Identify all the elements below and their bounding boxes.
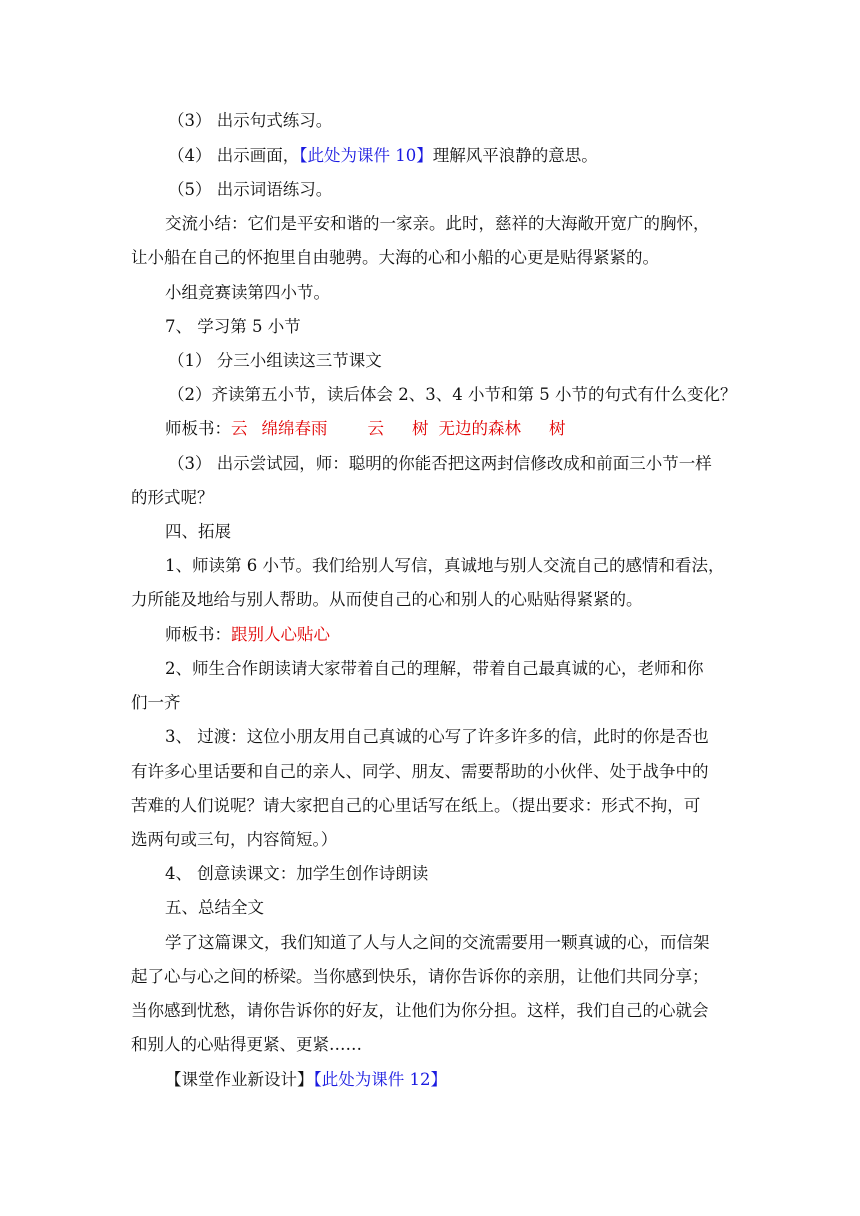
board-term: 无边的森林 <box>438 419 521 438</box>
courseware-link[interactable]: 【此处为课件 10】 <box>299 146 433 165</box>
paragraph-line: 让小船在自己的怀抱里自由驰骋。大海的心和小船的心更是贴得紧紧的。 <box>131 248 659 267</box>
courseware-link[interactable]: 【此处为课件 12】 <box>313 1070 447 1089</box>
paragraph-line: 和别人的心贴得更紧、更紧…… <box>131 1035 362 1054</box>
board-writing-line <box>165 418 566 440</box>
board-writing-line <box>165 624 330 646</box>
paragraph-line: 的形式呢？ <box>131 488 214 507</box>
paragraph-line: 3、 过渡：这位小朋友用自己真诚的心写了许多许多的信，此时的你是否也 <box>165 727 709 746</box>
paragraph-line: 4、 创意读课文：加学生创作诗朗读 <box>165 864 429 883</box>
line-text: 理解风平浪静的意思。 <box>432 146 598 165</box>
paragraph-line <box>168 145 598 167</box>
paragraph-line: 起了心与心之间的桥梁。当你感到快乐，请你告诉你的亲朋，让他们共同分享； <box>131 967 709 986</box>
paragraph-line: （3） 出示尝试园，师：聪明的你能否把这两封信修改成和前面三小节一样 <box>168 454 712 473</box>
line-text: 师板书： <box>165 419 231 438</box>
line-text: （4） 出示画面， <box>168 146 300 165</box>
line-text: 师板书： <box>165 625 231 644</box>
paragraph-line: 苦难的人们说呢？请大家把自己的心里话写在纸上。（提出要求：形式不拘，可 <box>131 796 701 815</box>
paragraph-line: 1、师读第 6 小节。我们给别人写信，真诚地与别人交流自己的感情和看法， <box>165 556 725 575</box>
board-term: 树 <box>412 419 429 438</box>
paragraph-line: 当你感到忧愁，请你告诉你的好友，让他们为你分担。这样，我们自己的心就会 <box>131 1001 709 1020</box>
board-term: 云 <box>231 419 248 438</box>
paragraph-line: 们一齐 <box>131 693 181 712</box>
paragraph-line: 学了这篇课文，我们知道了人与人之间的交流需要用一颗真诚的心，而信架 <box>165 933 710 952</box>
section-heading: 五、总结全文 <box>165 898 264 917</box>
board-term: 树 <box>549 419 566 438</box>
board-term: 云 <box>367 419 384 438</box>
homework-line <box>165 1069 447 1091</box>
paragraph-line: 2、师生合作朗读请大家带着自己的理解，带着自己最真诚的心，老师和你 <box>165 659 704 678</box>
line-text: 【课堂作业新设计】 <box>165 1070 314 1089</box>
paragraph-line: 有许多心里话要和自己的亲人、同学、朋友、需要帮助的小伙伴、处于战争中的 <box>131 762 709 781</box>
paragraph-line: （5） 出示词语练习。 <box>168 180 333 199</box>
paragraph-line: （1） 分三小组读这三节课文 <box>168 351 382 370</box>
paragraph-line: （3） 出示句式练习。 <box>168 111 333 130</box>
paragraph-line: （2）齐读第五小节，读后体会 2、3、4 小节和第 5 小节的句式有什么变化？ <box>168 385 737 404</box>
section-heading: 四、拓展 <box>165 522 231 541</box>
paragraph-line: 力所能及地给与别人帮助。从而使自己的心和别人的心贴贴得紧紧的。 <box>131 590 643 609</box>
paragraph-line: 交流小结：它们是平安和谐的一家亲。此时，慈祥的大海敞开宽广的胸怀， <box>165 214 710 233</box>
paragraph-line: 选两句或三句，内容简短。） <box>131 830 338 849</box>
section-heading: 7、 学习第 5 小节 <box>165 317 301 336</box>
board-term: 跟别人心贴心 <box>231 625 330 644</box>
board-term: 绵绵春雨 <box>261 419 328 438</box>
paragraph-line: 小组竞赛读第四小节。 <box>165 283 330 302</box>
